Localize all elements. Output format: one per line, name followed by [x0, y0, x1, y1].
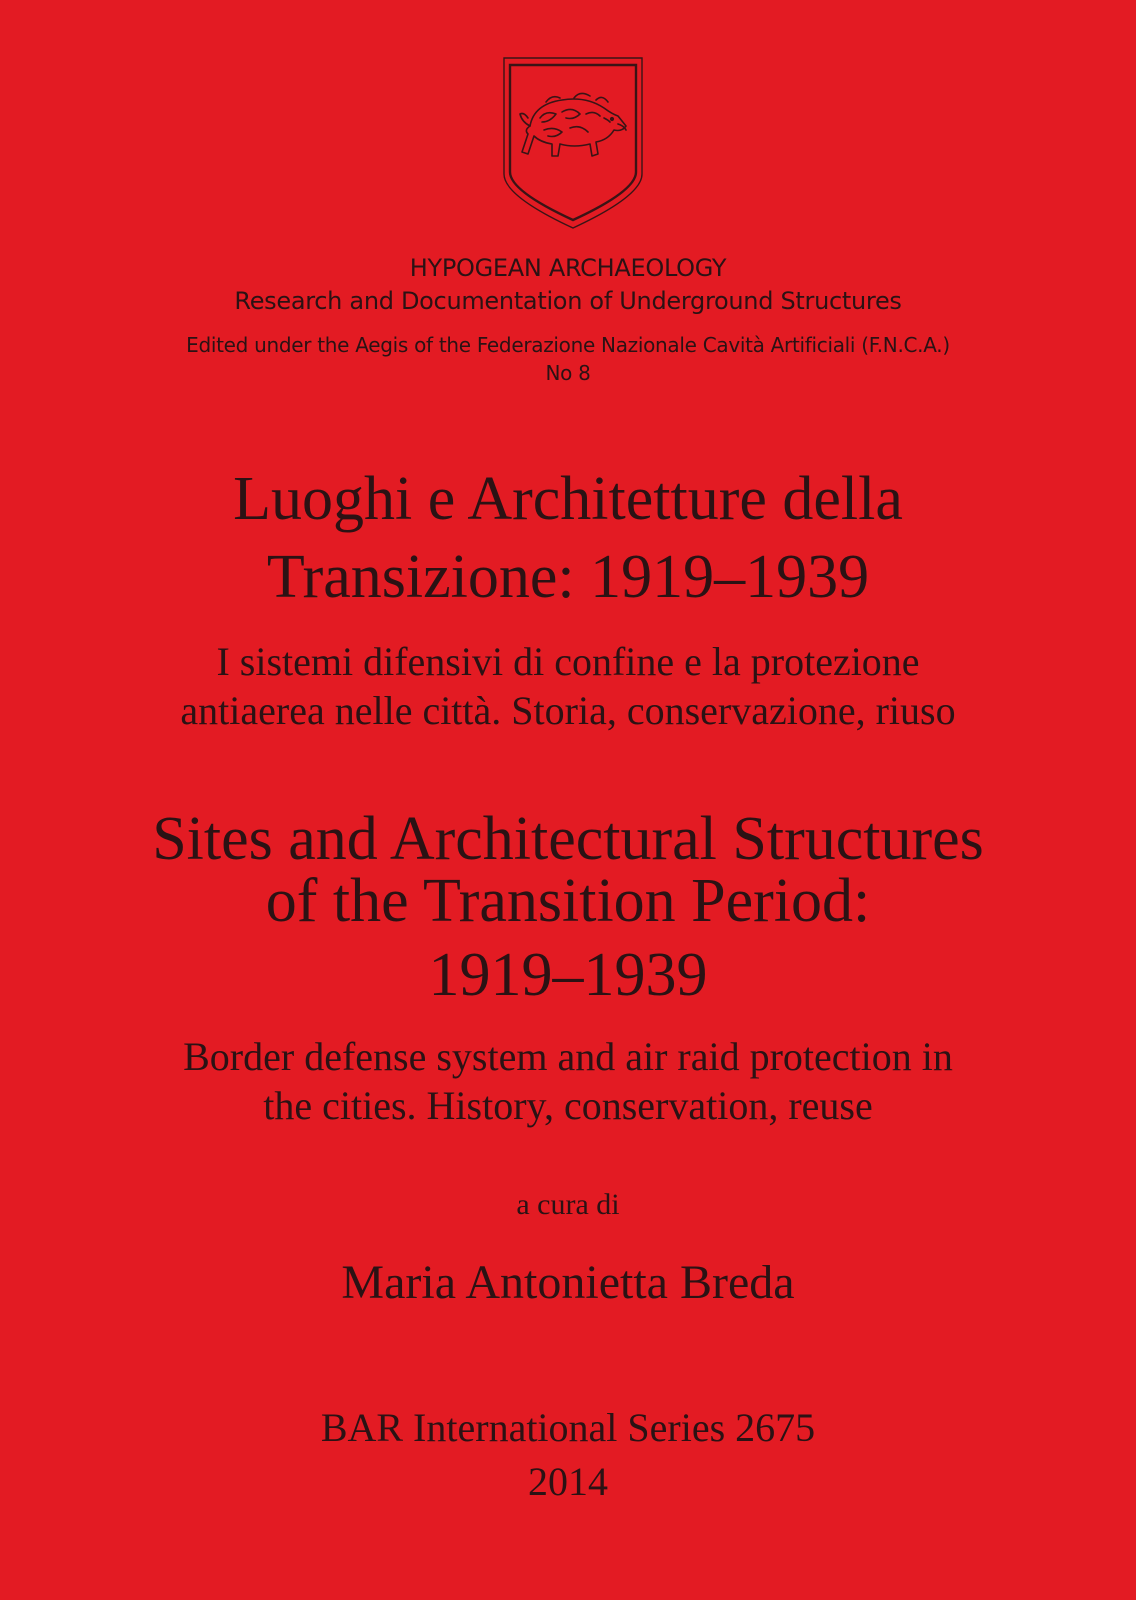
- boar-shield-emblem-icon: [500, 56, 646, 230]
- curator-label: a cura di: [516, 1188, 620, 1221]
- english-subtitle-line-2: the cities. History, conservation, reuse: [263, 1083, 873, 1128]
- series-aegis-note: Edited under the Aegis of the Federazione Nazionale Cavità Artificiali (F.N.C.A.): [186, 333, 950, 357]
- english-title-line-2: of the Transition Period:: [265, 867, 871, 935]
- series-subtitle: Research and Documentation of Underground Structures: [234, 287, 902, 315]
- editor-name: Maria Antonietta Breda: [341, 1256, 795, 1309]
- publication-year: 2014: [528, 1459, 608, 1504]
- english-subtitle-line-1: Border defense system and air raid protection in: [183, 1034, 953, 1079]
- italian-title-line-2: Transizione: 1919–1939: [266, 543, 870, 611]
- italian-title-line-1: Luoghi e Architetture della: [233, 465, 903, 533]
- italian-subtitle-line-1: I sistemi difensivi di confine e la protezione: [216, 639, 920, 684]
- english-title-line-3: 1919–1939: [428, 941, 708, 1009]
- italian-subtitle-line-2: antiaerea nelle città. Storia, conservazione, riuso: [180, 688, 956, 733]
- publication-series: BAR International Series 2675: [320, 1405, 816, 1450]
- english-title-line-1: Sites and Architectural Structures: [152, 805, 984, 873]
- series-name: HYPOGEAN ARCHAEOLOGY: [409, 254, 727, 282]
- series-number: No 8: [545, 361, 591, 385]
